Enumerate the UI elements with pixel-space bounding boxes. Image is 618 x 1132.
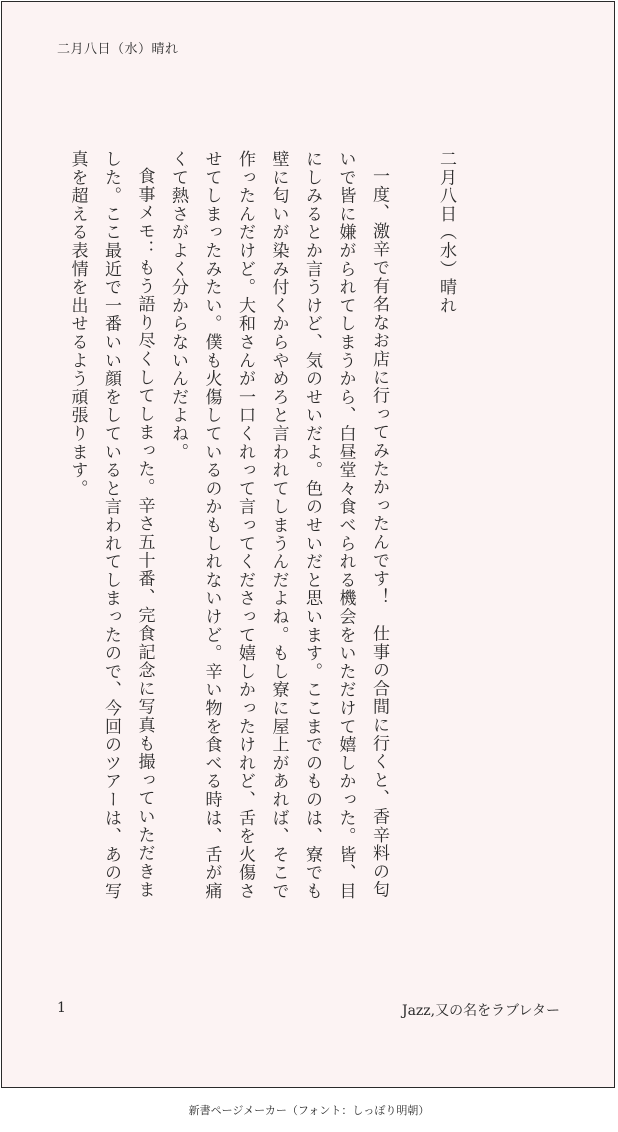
book-title: Jazz,又の名をラブレター <box>401 1003 560 1019</box>
vertical-text-block <box>60 150 462 910</box>
entry-title: 二月八日（水）晴れ <box>436 150 456 315</box>
generator-credit: 新書ページメーカー（フォント：しっぽり明朝） <box>188 1104 430 1117</box>
paragraph-1: 一度、激辛で有名なお店に行ってみたかったんです！ 仕事の合間に行くと、香辛料の匂いで皆に嫌がられてしまうから、白昼堂々食べられる機会をいただけて嬉しかった。皆、目にしみるとか言うけど、気のせいだよ。色のせいだと思います。ここまでのものは、寮でも壁に匂いが染み付くからやめろと言われてしまうんだよね。もし寮に屋上があれば、そこで作ったんだけど。大和さんが一口くれって言ってくださって嬉しかったけれど、舌を火傷させてしまったみたい。僕も火傷しているのかもしれないけど。辛い物を食べる時は、舌が痛くて熱さがよく分からないんだよね。 <box>168 150 389 901</box>
body-text-area <box>67 150 462 910</box>
page-number: 1 <box>57 1000 66 1016</box>
book-page <box>1 1 615 1088</box>
paragraph-2: 食事メモ：もう語り尽くしてしまった。辛さ五十番、完食記念に写真も撮っていただきました。ここ最近で一番いい顔をしていると言われてしまったので、今回のツアーは、あの写真を超える表情を出せるよう頑張ります。 <box>67 150 155 901</box>
running-header: 二月八日（水）晴れ <box>57 42 179 57</box>
